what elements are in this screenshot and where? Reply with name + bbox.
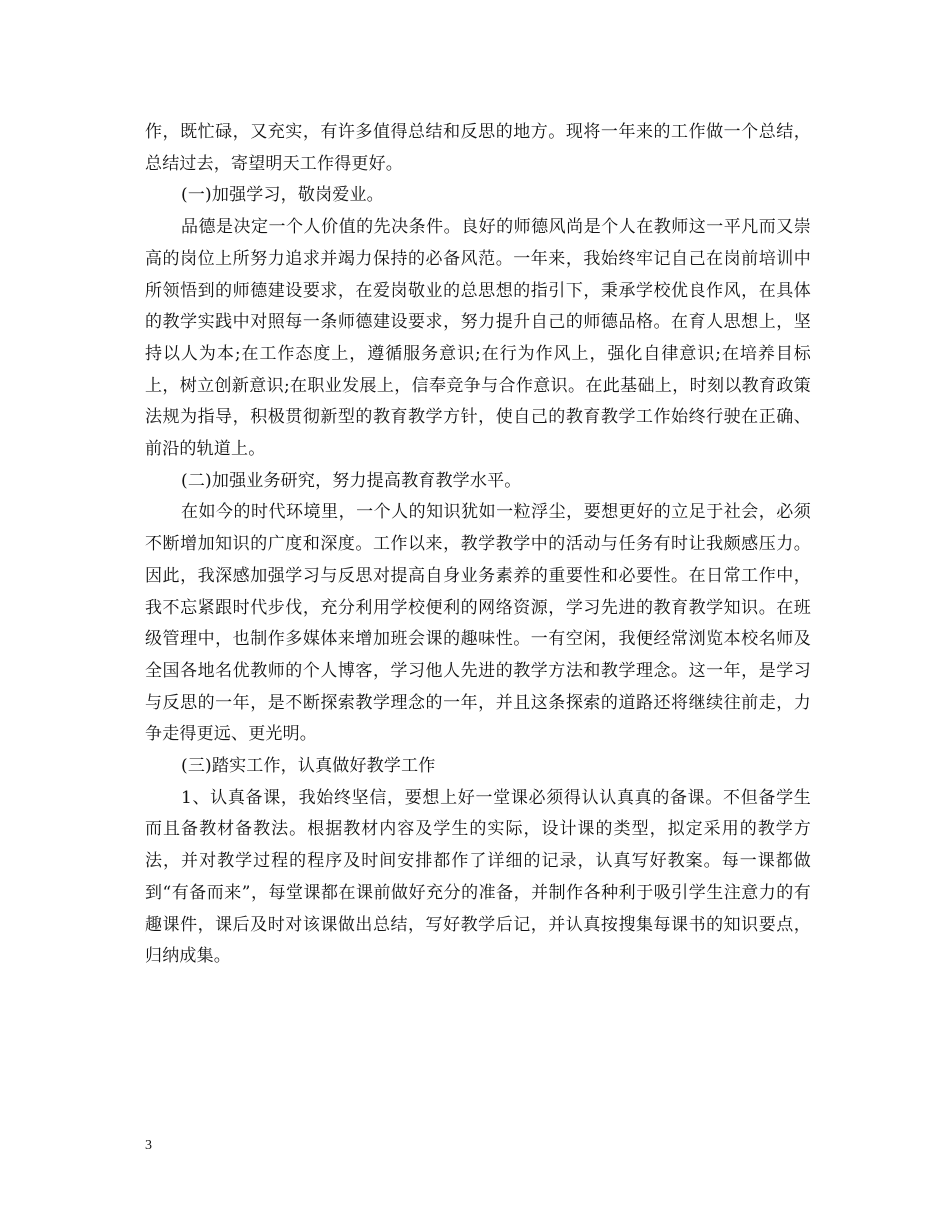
paragraph-continuation: 作，既忙碌，又充实，有许多值得总结和反思的地方。现将一年来的工作做一个总结，总结过去，寄望明天工作得更好。 xyxy=(145,122,811,174)
section-heading-2: (二)加强业务研究，努力提高教育教学水平。 xyxy=(181,470,522,491)
section-heading-1: (一)加强学习，敬岗爱业。 xyxy=(181,185,384,206)
section-heading-3: (三)踏实工作，认真做好教学工作 xyxy=(181,756,436,777)
page-number: 3 xyxy=(145,1138,152,1153)
paragraph-study: 在如今的时代环境里，一个人的知识犹如一粒浮尘，要想更好的立足于社会，必须不断增加知识的广度和深度。工作以来，教学教学中的活动与任务有时让我颇感压力。因此，我深感加强学习与反思对提高自身业务素养的重要性和必要性。在日常工作中，我不忘紧跟时代步伐，充分利用学校便利的网络资源，学习先进的教育教学知识。在班级管理中，也制作多媒体来增加班会课的趣味性。一有空闲，我便经常浏览本校名师及全国各地名优教师的个人博客，学习他人先进的教学方法和教学理念。这一年，是学习与反思的一年，是不断探索教学理念的一年，并且这条探索的道路还将继续往前走，力争走得更远、更光明。 xyxy=(145,502,811,745)
paragraph-ethics: 品德是决定一个人价值的先决条件。良好的师德风尚是个人在教师这一平凡而又崇高的岗位上所努力追求并竭力保持的必备风范。一年来，我始终牢记自己在岗前培训中所领悟到的师德建设要求，在爱岗敬业的总思想的指引下，秉承学校优良作风，在具体的教学实践中对照每一条师德建设要求，努力提升自己的师德品格。在育人思想上，坚持以人为本;在工作态度上，遵循服务意识;在行为作风上，强化自律意识;在培养目标上，树立创新意识;在职业发展上，信奉竞争与合作意识。在此基础上，时刻以教育政策法规为指导，积极贯彻新型的教育教学方针，使自己的教育教学工作始终行驶在正确、前沿的轨道上。 xyxy=(145,217,811,460)
paragraph-lesson-prep: 1、认真备课，我始终坚信，要想上好一堂课必须得认认真真的备课。不但备学生而且备教材备教法。根据教材内容及学生的实际，设计课的类型，拟定采用的教学方法，并对教学过程的程序及时间安排都作了详细的记录，认真写好教案。每一课都做到“有备而来”，每堂课都在课前做好充分的准备，并制作各种利于吸引学生注意力的有趣课件，课后及时对该课做出总结，写好教学后记，并认真按搜集每课书的知识要点，归纳成集。 xyxy=(145,787,811,967)
document-body xyxy=(145,117,811,973)
